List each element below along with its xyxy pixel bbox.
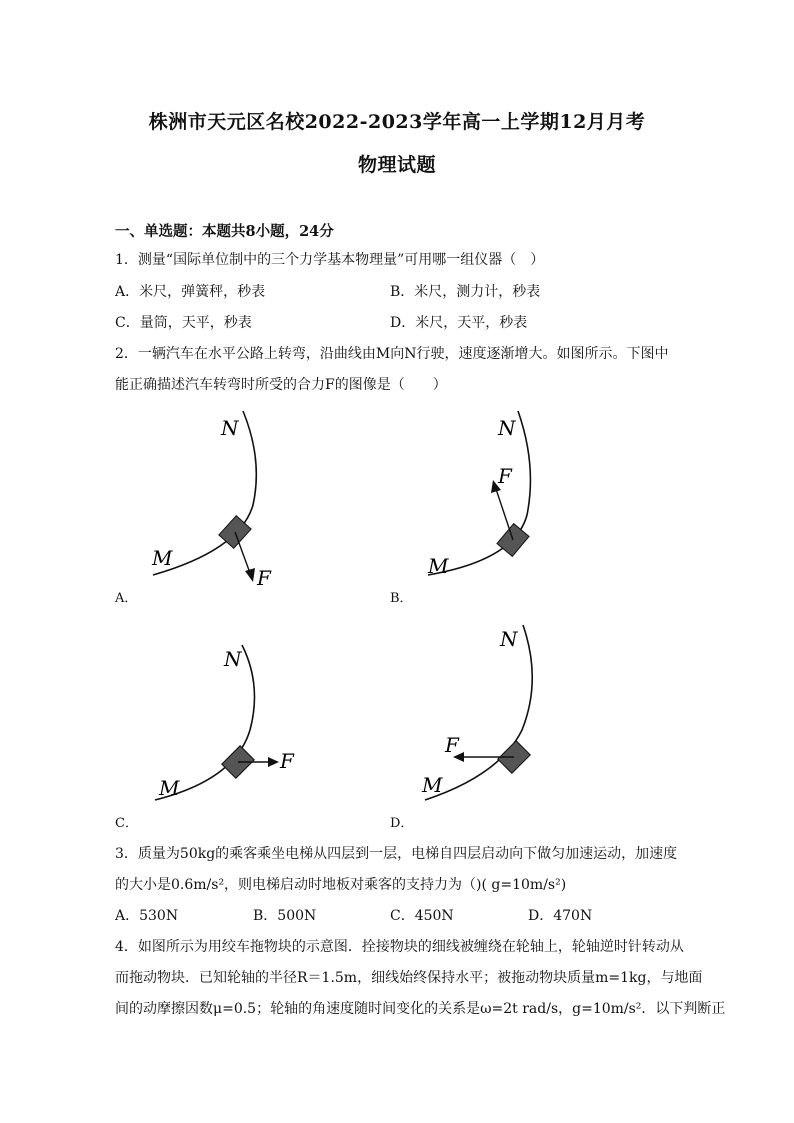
q1-option-a: A．米尺，弹簧秤，秒表 [115, 284, 266, 300]
q1-stem: 1．测量“国际单位制中的三个力学基本物理量”可用哪一组仪器（ ） [115, 252, 545, 268]
figure-c-label: C． [115, 816, 138, 831]
figure-b [420, 405, 580, 595]
q1-option-b: B．米尺，测力计，秒表 [390, 284, 541, 300]
figure-a-label: A． [115, 591, 138, 606]
q4-line2: 而拖动物块．已知轮轴的半径R＝1.5m，细线始终保持水平；被拖动物块质量m=1kg，与地面 [115, 970, 703, 986]
page-subtitle: 物理试题 [357, 154, 436, 176]
q3-option-c: C．450N [390, 908, 454, 924]
q3-option-b: B．500N [253, 908, 317, 924]
section-heading: 一、单选题：本题共8小题，24分 [115, 223, 334, 240]
figure-a [145, 405, 305, 595]
q2-stem-line1: 2．一辆汽车在水平公路上转弯，沿曲线由M向N行驶，速度逐渐增大。如图所示。下图中 [115, 346, 669, 362]
page-title: 株洲市天元区名校2022-2023学年高一上学期12月月考 [148, 111, 646, 133]
q3-option-a: A．530N [115, 908, 179, 924]
q2-stem-line2: 能正确描述汽车转弯时所受的合力F的图像是（ ） [115, 377, 447, 393]
figure-d-label: D． [390, 816, 414, 831]
q1-option-d: D．米尺，天平，秒表 [390, 315, 528, 331]
q4-line1: 4．如图所示为用绞车拖物块的示意图．拴接物块的细线被缠绕在轮轴上，轮轴逆时针转动从 [115, 939, 684, 955]
figure-c [150, 640, 320, 810]
q3-stem-line1: 3．质量为50kg的乘客乘坐电梯从四层到一层，电梯自四层启动向下做匀加速运动，加速度 [115, 846, 678, 862]
q3-option-d: D．470N [528, 908, 593, 924]
point-m-label: M [152, 546, 173, 570]
point-n-label: N [221, 416, 239, 440]
point-n-label: N [500, 627, 518, 651]
point-m-label: M [428, 554, 449, 578]
q3-stem-line2: 的大小是0.6m/s²，则电梯启动时地板对乘客的支持力为（)( g=10m/s²) [115, 877, 567, 893]
point-m-label: M [422, 773, 443, 797]
force-label: F [498, 464, 512, 488]
force-label: F [445, 733, 459, 757]
force-label: F [257, 566, 271, 590]
figure-d [420, 620, 580, 810]
point-n-label: N [498, 416, 516, 440]
figure-b-label: B． [390, 591, 413, 606]
q4-line3: 间的动摩擦因数μ=0.5；轮轴的角速度随时间变化的关系是ω=2t rad/s，g=10m/s²．以下判断正 [115, 1001, 726, 1017]
point-m-label: M [159, 776, 180, 800]
q1-option-c: C．量筒，天平，秒表 [115, 315, 252, 331]
point-n-label: N [224, 647, 242, 671]
force-label: F [280, 749, 294, 773]
